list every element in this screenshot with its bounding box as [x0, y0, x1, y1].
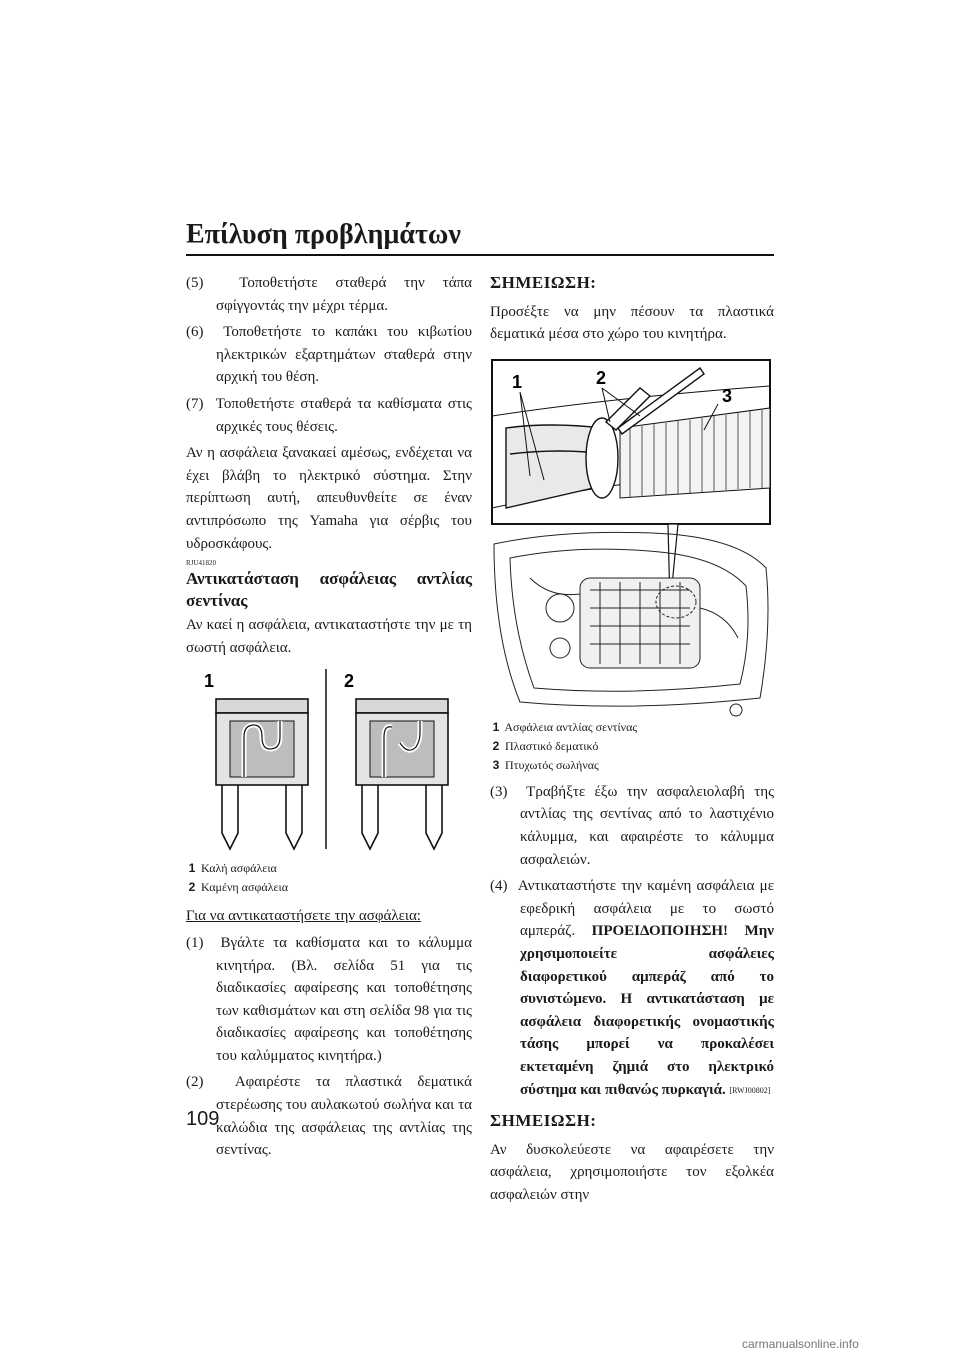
note-text: Προσέξτε να μην πέσουν τα πλαστικά δεματικά μέσα στο χώρο του κινητήρα. — [490, 303, 774, 343]
step-1: (1) Βγάλτε τα καθίσματα και το κάλυμμα κινητήρα. (Βλ. σελίδα 51 για τις διαδικασίες αφαίρεσης και τοποθέτησης των καθισμάτων και στη σελίδα 98 για τις διαδικασίες αφαίρεσης και τοποθέτησης του καλύμματος κινητήρα.) — [186, 934, 473, 1064]
procedure-heading: Για να αντικαταστήσετε την ασφάλεια: — [186, 908, 421, 925]
engine-bay-figure — [490, 358, 774, 718]
step-7: (7) Τοποθετήστε σταθερά τα καθίσματα στις αρχικές τους θέσεις. — [186, 395, 472, 435]
warning-code: [RWJ00802] — [729, 1085, 771, 1095]
engine-caption-3: 3 Πτυχωτός σωλήνας — [492, 757, 599, 772]
engine-caption-2: 2 Πλαστικό δεματικό — [492, 738, 599, 753]
inset-label-1: 1 — [512, 371, 523, 392]
page-number: 109 — [186, 1108, 220, 1130]
inset-label-3: 3 — [722, 385, 733, 406]
figure-caption-2: 2 Καμένη ασφάλεια — [188, 880, 289, 895]
warning-text: ΠΡΟΕΙΔΟΠΟΙΗΣΗ! Μην χρησιμοποιείτε ασφάλειες διαφορετικού αμπεράζ από το συνιστώμενο. Η αντικατάσταση με ασφάλεια διαφορετικής ονομαστικής τάσης μπορεί να προκαλέσει εκτεταμένη ζημιά στο ηλεκτρικό σύστημα και πιθανώς πυρκαγιά. — [520, 923, 774, 1098]
blown-fuse-icon — [356, 699, 448, 849]
figure-caption-1: 1 Καλή ασφάλεια — [188, 861, 277, 876]
step-2: (2) Αφαιρέστε τα πλαστικά δεματικά στερέωσης του αυλακωτού σωλήνα και τα καλώδια της ασφάλειας της αντλίας της σεντίνας. — [186, 1074, 472, 1159]
engine-caption-1: 1 Ασφάλεια αντλίας σεντίνας — [492, 719, 638, 734]
note2-text: Αν δυσκολεύεστε να αφαιρέσετε την ασφάλεια, χρησιμοποιήστε τον εξολκέα ασφαλειών στην — [490, 1141, 774, 1203]
step-6: (6) Τοποθετήστε το καπάκι του κιβωτίου ηλεκτρικών εξαρτημάτων σταθερά στην αρχική του θέση. — [186, 324, 473, 386]
section-title: Αντικατάσταση ασφάλειας αντλίας σεντίνας — [186, 569, 472, 611]
engine-bay-icon — [494, 532, 768, 716]
note2-title: ΣΗΜΕΙΩΣΗ: — [490, 1111, 597, 1131]
fuse-warning-paragraph: Αν η ασφάλεια ξανακαεί αμέσως, ενδέχεται να έχει βλάβη το ηλεκτρικό σύστημα. Στην περίπτωση αυτή, απευθυνθείτε σε έναν αντιπρόσωπο της Yamaha για σέρβις του υδροσκάφους. — [186, 445, 472, 552]
section-code: RJU41820 — [186, 559, 216, 568]
right-column — [490, 272, 774, 1210]
header-rule — [186, 254, 774, 256]
page-title: Επίλυση προβλημάτων — [186, 219, 461, 250]
figure-label-good: 1 — [204, 671, 215, 692]
figure-label-blown: 2 — [344, 671, 355, 692]
step-3: (3) Τραβήξτε έξω την ασφαλειολαβή της αντλίας της σεντίνας από το λαστιχένιο κάλυμμα, και αφαιρέστε το κάλυμμα ασφαλειών. — [490, 783, 775, 868]
watermark: carmanualsonline.info — [742, 1337, 859, 1351]
step-4: (4) Αντικαταστήστε την καμένη ασφάλεια με εφεδρική ασφάλεια με το σωστό αμπεράζ. ΠΡΟΕΙΔΟΠΟΙΗΣΗ! Μην χρησιμοποιείτε ασφάλειες διαφορετικού αμπεράζ από το συνιστώμενο. Η αντικατάσταση με ασφάλεια διαφορετικής ονομαστικής τάσης μπορεί να προκαλέσει εκτεταμένη ζημιά στο ηλεκτρικό σύστημα και πιθανώς πυρκαγιά. [RWJ00802] — [490, 878, 774, 1098]
inset-label-2: 2 — [596, 367, 607, 388]
fuse-figure — [186, 663, 472, 859]
good-fuse-icon — [216, 699, 308, 849]
section-intro: Αν καεί η ασφάλεια, αντικαταστήστε την με τη σωστή ασφάλεια. — [186, 617, 472, 656]
left-column — [186, 272, 472, 1166]
step-5: (5) Τοποθετήστε σταθερά την τάπα σφίγγοντάς την μέχρι τέρμα. — [186, 275, 472, 314]
note-title: ΣΗΜΕΙΩΣΗ: — [490, 273, 597, 292]
